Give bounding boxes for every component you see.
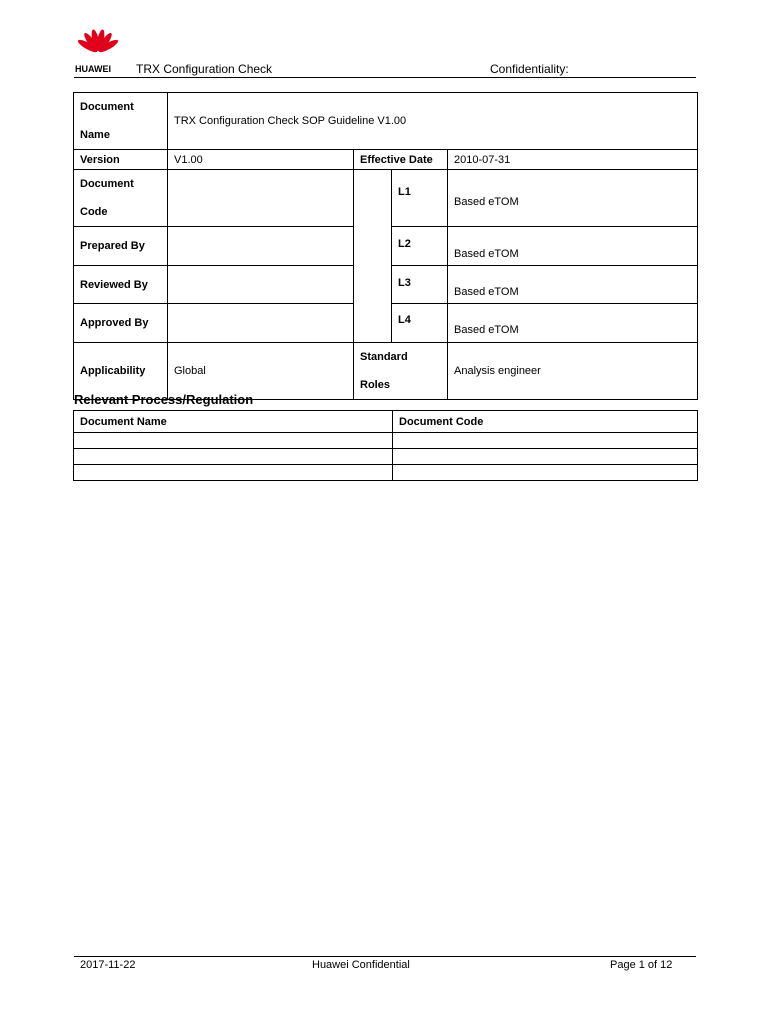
section-heading: Relevant Process/Regulation (74, 392, 254, 407)
level-value-l1: Based eTOM (448, 170, 698, 227)
prepared-by-value (168, 227, 354, 266)
effective-date-value: 2010-07-31 (448, 150, 698, 170)
header-confidentiality: Confidentiality: (490, 62, 569, 76)
regulation-name-cell (74, 465, 393, 481)
regulation-code-cell (393, 465, 698, 481)
document-code-value (168, 170, 354, 227)
footer-divider (74, 956, 696, 957)
huawei-flower-icon (74, 26, 122, 74)
header-doc-title: TRX Configuration Check (136, 62, 273, 76)
table-row (74, 449, 698, 465)
footer-date: 2017-11-22 (80, 959, 136, 971)
level-label-l4: L4 (392, 304, 448, 343)
level-value-l2: Based eTOM (448, 227, 698, 266)
level-value-l4: Based eTOM (448, 304, 698, 343)
regulation-table (73, 410, 698, 481)
version-value: V1.00 (168, 150, 354, 170)
document-name-label: Document Name (74, 93, 168, 150)
row-applicability (74, 343, 698, 400)
row-document-name (74, 93, 698, 150)
approved-by-label: Approved By (74, 304, 168, 343)
level-group-cell (354, 170, 392, 343)
logo-text: HUAWEI (75, 64, 111, 74)
level-label-l3: L3 (392, 266, 448, 304)
reviewed-by-value (168, 266, 354, 304)
regulation-name-cell (74, 449, 393, 465)
regulation-code-cell (393, 433, 698, 449)
standard-roles-value: Analysis engineer (448, 343, 698, 400)
footer-confidential: Huawei Confidential (312, 959, 410, 971)
table-row (74, 433, 698, 449)
col-header-document-code: Document Code (393, 411, 698, 433)
table-row (74, 465, 698, 481)
version-label: Version (74, 150, 168, 170)
applicability-label: Applicability (74, 343, 168, 400)
regulation-header-row (74, 411, 698, 433)
level-value-l3: Based eTOM (448, 266, 698, 304)
reviewed-by-label: Reviewed By (74, 266, 168, 304)
applicability-value: Global (168, 343, 354, 400)
footer-page-number: Page 1 of 12 (610, 959, 673, 971)
effective-date-label: Effective Date (354, 150, 448, 170)
approved-by-value (168, 304, 354, 343)
huawei-logo (74, 26, 122, 74)
standard-roles-label: Standard Roles (354, 343, 448, 400)
regulation-code-cell (393, 449, 698, 465)
prepared-by-label: Prepared By (74, 227, 168, 266)
row-document-code (74, 170, 698, 227)
row-version (74, 150, 698, 170)
level-label-l1: L1 (392, 170, 448, 227)
regulation-name-cell (74, 433, 393, 449)
document-name-value: TRX Configuration Check SOP Guideline V1.00 (168, 93, 698, 150)
document-info-table (73, 92, 698, 400)
document-code-label: Document Code (74, 170, 168, 227)
level-label-l2: L2 (392, 227, 448, 266)
header-divider (74, 77, 696, 78)
col-header-document-name: Document Name (74, 411, 393, 433)
